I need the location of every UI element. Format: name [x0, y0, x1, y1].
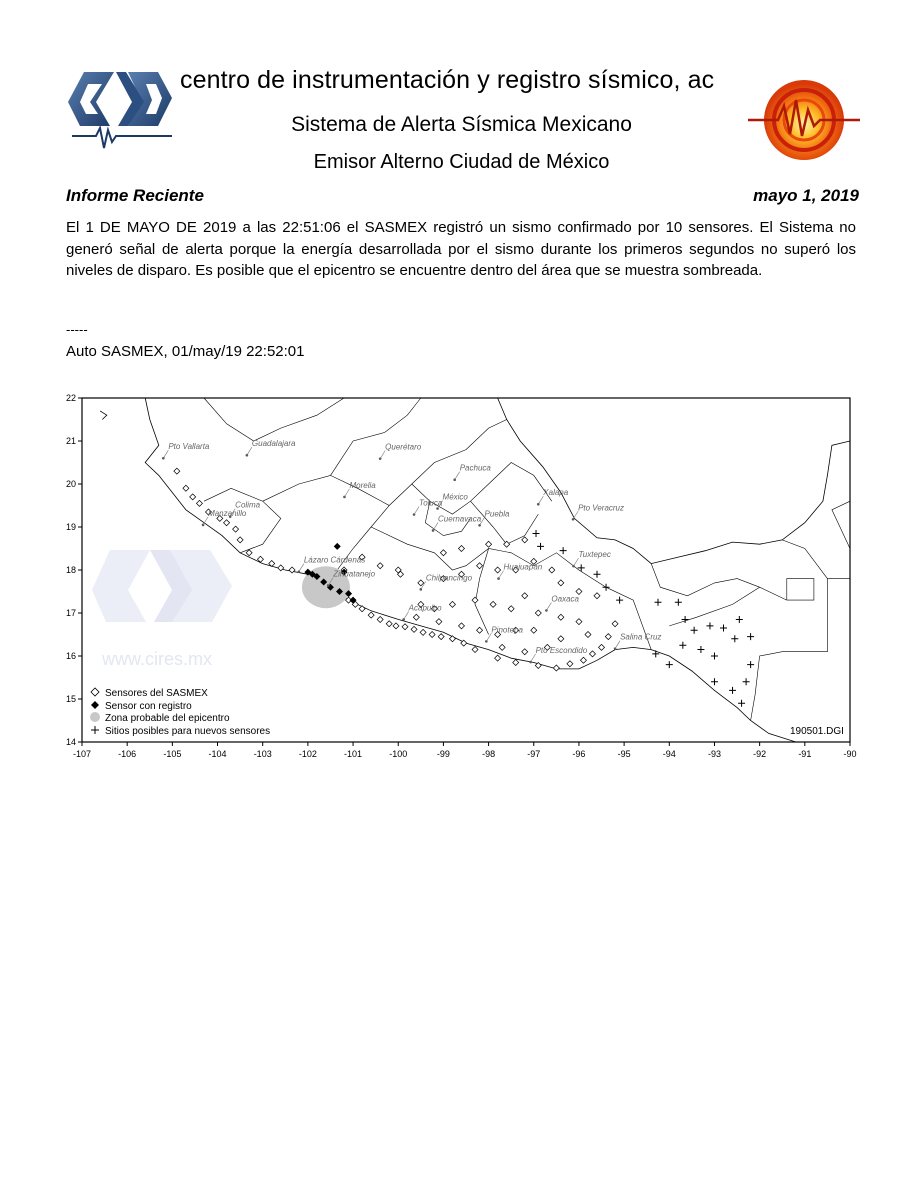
legend-sensor-symbol	[91, 688, 99, 696]
city-leader-line	[380, 451, 385, 459]
sensor-marker	[499, 644, 505, 650]
y-axis	[66, 393, 82, 747]
city-leader-line	[531, 654, 536, 662]
sensor-marker	[190, 494, 196, 500]
sasmex-logo	[748, 70, 860, 162]
epicenter-map	[62, 390, 862, 770]
sensor-marker	[246, 550, 252, 556]
sensor-marker	[411, 626, 417, 632]
city-leader-line	[546, 602, 551, 610]
sensor-marker	[278, 565, 284, 571]
sensor-marker	[377, 616, 383, 622]
sensor-marker	[183, 485, 189, 491]
state-border	[331, 398, 421, 475]
new-site-marker	[560, 547, 567, 554]
legend-zone-symbol	[90, 712, 100, 722]
sensor-marker	[477, 563, 483, 569]
watermark	[92, 550, 232, 669]
sensor-marker	[436, 619, 442, 625]
city-leader-line	[344, 489, 349, 497]
sensor-marker	[558, 580, 564, 586]
city-label: Chilpancingo	[425, 573, 473, 583]
x-tick-label: -98	[482, 749, 496, 759]
x-tick-label: -107	[72, 749, 92, 759]
legend-recorded-symbol	[91, 701, 99, 709]
sensor-marker	[535, 610, 541, 616]
y-tick-label: 22	[65, 393, 76, 403]
sensor-marker	[508, 606, 514, 612]
sensor-marker	[458, 623, 464, 629]
city-label: Huajuapan	[503, 562, 543, 572]
x-tick-label: -92	[753, 749, 767, 759]
x-tick-label: -100	[389, 749, 408, 759]
legend-recorded-label: Sensor con registro	[105, 701, 192, 712]
gulf-coastline	[498, 398, 850, 564]
sensor-marker	[522, 593, 528, 599]
sensor-marker	[612, 621, 618, 627]
sensor-marker	[504, 541, 510, 547]
x-tick-label: -93	[707, 749, 721, 759]
sensor-marker	[495, 567, 501, 573]
sensor-marker	[486, 541, 492, 547]
new-site-marker	[706, 622, 713, 629]
city-label: Zihuatanejo	[333, 569, 376, 579]
sensor-marker	[402, 624, 408, 630]
sensor-marker	[289, 567, 295, 573]
sensor-marker	[368, 612, 374, 618]
city-leader-line	[574, 558, 579, 566]
report-date: mayo 1, 2019	[753, 186, 859, 205]
city-leader-line	[299, 564, 304, 572]
new-site-marker	[711, 678, 718, 685]
state-border	[204, 398, 344, 441]
sensor-marker	[549, 567, 555, 573]
x-tick-label: -103	[253, 749, 272, 759]
sensor-marker	[440, 550, 446, 556]
sensor-marker	[599, 644, 605, 650]
state-border	[651, 564, 787, 601]
new-site-marker	[616, 597, 623, 604]
legend-zone-label: Zona probable del epicentro	[105, 713, 230, 724]
city-leader-line	[538, 496, 543, 504]
sensor-marker	[224, 520, 230, 526]
city-label: Guadalajara	[251, 439, 296, 449]
x-tick-label: -106	[118, 749, 137, 759]
sensor-marker	[196, 500, 202, 506]
y-tick-label: 18	[65, 565, 76, 575]
new-site-marker	[533, 530, 540, 537]
state-borders	[204, 398, 850, 721]
sensor-marker	[458, 546, 464, 552]
city-label: Pinotepa	[491, 625, 523, 635]
new-site-marker	[652, 650, 659, 657]
x-tick-label: -95	[617, 749, 631, 759]
legend-newsite-symbol	[91, 726, 99, 734]
x-tick-label: -105	[163, 749, 182, 759]
new-site-marker	[729, 687, 736, 694]
sensor-marker	[513, 659, 519, 665]
sensor-marker	[418, 580, 424, 586]
sensor-marker	[585, 632, 591, 638]
city-label: Cuernavaca	[438, 514, 482, 524]
new-site-marker	[736, 616, 743, 623]
city-label: Pto Vallarta	[168, 442, 210, 452]
y-tick-label: 15	[65, 694, 76, 704]
city-label: Pto Veracruz	[578, 503, 625, 513]
new-site-marker	[697, 646, 704, 653]
city-label: Xalapa	[543, 488, 569, 498]
city-leader-line	[455, 472, 460, 480]
new-site-marker	[747, 661, 754, 668]
city-label: Tuxtepec	[578, 550, 611, 560]
sensor-marker	[429, 632, 435, 638]
x-tick-label: -90	[843, 749, 857, 759]
city-label: Querétaro	[385, 442, 422, 452]
city-label: Salina Cruz	[620, 632, 662, 642]
state-border	[832, 501, 850, 548]
new-site-marker	[666, 661, 673, 668]
new-site-marker	[594, 571, 601, 578]
sensor-marker	[359, 606, 365, 612]
pacific-coastline	[145, 398, 841, 742]
map-id: 190501.DGI	[790, 726, 844, 737]
x-tick-label: -99	[436, 749, 450, 759]
sensor-marker	[233, 526, 239, 532]
sensor-marker	[567, 661, 573, 667]
watermark-text: www.cires.mx	[102, 649, 213, 669]
recorded-sensor-marker	[334, 543, 340, 549]
x-tick-label: -101	[344, 749, 363, 759]
city-label: Manzanillo	[208, 508, 247, 518]
city-leader-line	[404, 611, 409, 619]
new-site-marker	[747, 633, 754, 640]
city-label: México	[442, 492, 468, 502]
x-axis	[73, 742, 857, 759]
emitter-name: Emisor Alterno Ciudad de México	[313, 151, 610, 173]
sensor-marker	[472, 647, 478, 653]
x-tick-label: -97	[527, 749, 541, 759]
sensor-marker	[490, 601, 496, 607]
city-label: Pto Escondido	[535, 646, 588, 656]
y-tick-label: 19	[65, 522, 76, 532]
sensor-marker	[449, 636, 455, 642]
city-leader-line	[414, 507, 419, 515]
y-tick-label: 14	[65, 737, 76, 747]
city-leader-line	[163, 450, 168, 458]
sensor-marker	[589, 651, 595, 657]
city-label: Oaxaca	[551, 594, 579, 604]
map-legend	[90, 688, 270, 737]
sensor-marker	[449, 601, 455, 607]
state-border	[669, 587, 759, 626]
auto-timestamp: Auto SASMEX, 01/may/19 22:52:01	[66, 343, 305, 360]
city-leader-line	[433, 522, 438, 530]
x-tick-label: -94	[662, 749, 676, 759]
sensor-marker	[393, 623, 399, 629]
sensor-marker	[237, 537, 243, 543]
new-site-marker	[738, 700, 745, 707]
new-site-marker	[675, 599, 682, 606]
new-site-marker	[720, 625, 727, 632]
x-tick-label: -91	[798, 749, 812, 759]
new-site-marker	[691, 627, 698, 634]
city-label: Colima	[235, 500, 261, 510]
new-site-marker	[743, 678, 750, 685]
sensor-marker	[495, 655, 501, 661]
new-site-marker	[679, 642, 686, 649]
island	[100, 411, 107, 420]
system-name: Sistema de Alerta Sísmica Mexicano	[291, 113, 632, 136]
y-tick-label: 20	[65, 479, 76, 489]
city-leader-line	[247, 447, 252, 455]
sensor-marker	[605, 634, 611, 640]
organization-name: centro de instrumentación y registro sísmico, ac	[180, 66, 715, 94]
city-label: Acapulco	[408, 603, 442, 613]
x-tick-label: -102	[298, 749, 317, 759]
sensor-marker	[522, 649, 528, 655]
report-heading: Informe Reciente	[66, 186, 204, 205]
sensor-marker	[477, 627, 483, 633]
new-site-marker	[537, 543, 544, 550]
city-leader-line	[615, 641, 620, 649]
sensor-marker	[413, 614, 419, 620]
city-label: Puebla	[484, 509, 510, 519]
sensor-marker	[594, 593, 600, 599]
new-site-marker	[731, 635, 738, 642]
sensor-marker	[438, 634, 444, 640]
sensor-marker	[420, 629, 426, 635]
city-leader-line	[486, 633, 491, 641]
legend-sensor-label: Sensores del SASMEX	[105, 688, 208, 699]
separator: -----	[66, 322, 88, 337]
sensor-marker	[472, 597, 478, 603]
city-label: Pachuca	[459, 463, 491, 473]
y-tick-label: 17	[65, 608, 76, 618]
state-border	[475, 549, 489, 635]
sensor-marker	[558, 614, 564, 620]
new-site-marker	[603, 584, 610, 591]
sensor-marker	[377, 563, 383, 569]
x-tick-label: -104	[208, 749, 227, 759]
sensor-marker	[386, 621, 392, 627]
state-border	[782, 540, 827, 579]
sensor-marker	[553, 665, 559, 671]
sensor-marker	[531, 627, 537, 633]
cires-logo	[66, 64, 176, 154]
x-tick-label: -96	[572, 749, 586, 759]
sensor-marker	[558, 636, 564, 642]
city-leader-line	[573, 511, 578, 519]
state-border	[787, 579, 814, 601]
sensor-marker	[576, 619, 582, 625]
sensor-layer	[174, 468, 754, 707]
city-label: Toluca	[419, 498, 443, 508]
city-label: Morelia	[349, 480, 376, 490]
new-site-marker	[711, 653, 718, 660]
y-tick-label: 16	[65, 651, 76, 661]
sensor-marker	[522, 537, 528, 543]
legend-newsite-label: Sitios posibles para nuevos sensores	[105, 726, 271, 737]
report-body: El 1 DE MAYO DE 2019 a las 22:51:06 el SASMEX registró un sismo confirmado por 10 sensores. El Sistema no generó señal de alerta porque la energía desarrollada por el sismo durante los primeros segundos no superó los niveles de disparo. Es posible que el epicentro se encuentre dentro del área que se muestra sombreada.	[66, 219, 856, 279]
new-site-marker	[655, 599, 662, 606]
new-site-marker	[578, 564, 585, 571]
city-label: Lázaro Cárdenas	[303, 555, 366, 565]
y-tick-label: 21	[65, 436, 76, 446]
sensor-marker	[580, 657, 586, 663]
sensor-marker	[174, 468, 180, 474]
